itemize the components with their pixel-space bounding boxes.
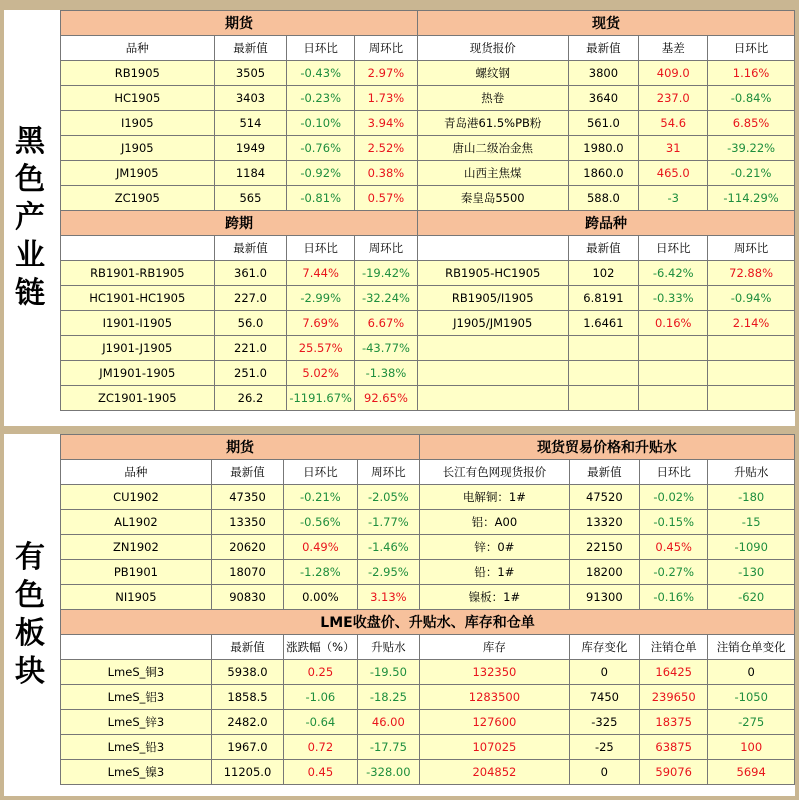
table-cell: CU1902: [61, 485, 212, 510]
table-cell: -17.75: [357, 735, 420, 760]
col-header: 最新值: [211, 635, 283, 660]
table-cell: J1905/JM1905: [417, 311, 568, 336]
black-chain-side-label: [4, 10, 56, 426]
table-cell: 0.25: [284, 660, 357, 685]
table-cell: 锌：0#: [420, 535, 570, 560]
table-cell: 31: [639, 136, 708, 161]
table-row: [61, 510, 795, 535]
table-cell: LmeS_铜3: [61, 660, 212, 685]
table-cell: -2.99%: [287, 286, 355, 311]
table-cell: PB1901: [61, 560, 212, 585]
table-cell: -0.23%: [287, 86, 355, 111]
table-cell: -0.43%: [287, 61, 355, 86]
table-row: [61, 111, 795, 136]
table-row: [61, 760, 795, 785]
table-cell: HC1901-HC1905: [61, 286, 215, 311]
col-header: 最新值: [568, 236, 639, 261]
nonferrous-side-label: [4, 434, 56, 796]
side-char: 链: [15, 276, 45, 311]
table-cell: 56.0: [214, 311, 287, 336]
table-cell: -620: [708, 585, 795, 610]
table-cell: -19.42%: [354, 261, 417, 286]
table-cell: RB1905/I1905: [417, 286, 568, 311]
section-header-row: [61, 610, 795, 635]
table-cell: 1184: [214, 161, 287, 186]
col-header: [61, 236, 215, 261]
table-cell: -0.84%: [708, 86, 795, 111]
col-header: 最新值: [569, 460, 639, 485]
col-header: 最新值: [568, 36, 639, 61]
col-header: 基差: [639, 36, 708, 61]
table-cell: -0.15%: [640, 510, 708, 535]
table-cell: 0.57%: [354, 186, 417, 211]
side-char: 色: [15, 162, 45, 197]
col-header: 周环比: [708, 236, 795, 261]
table-cell: -0.02%: [640, 485, 708, 510]
table-cell: -0.21%: [284, 485, 357, 510]
table-row: [61, 61, 795, 86]
table-cell: 2482.0: [211, 710, 283, 735]
table-cell: 47350: [211, 485, 283, 510]
table-cell: 13350: [211, 510, 283, 535]
nf-top-body: [61, 485, 795, 610]
table-cell: -1.28%: [284, 560, 357, 585]
table-cell: -25: [569, 735, 639, 760]
table-row: [61, 585, 795, 610]
table-cell: 588.0: [568, 186, 639, 211]
col-header: 日环比: [284, 460, 357, 485]
table-cell: 1.6461: [568, 311, 639, 336]
col-header: 注销仓单: [640, 635, 708, 660]
table-cell: -1191.67%: [287, 386, 355, 411]
table-cell: 0.16%: [639, 311, 708, 336]
side-char: 有: [15, 540, 45, 575]
table-cell: 132350: [420, 660, 570, 685]
table-cell: -3: [639, 186, 708, 211]
col-header: 最新值: [214, 236, 287, 261]
table-cell: -130: [708, 560, 795, 585]
table-cell: -1.38%: [354, 361, 417, 386]
table-cell: AL1902: [61, 510, 212, 535]
table-cell: 221.0: [214, 336, 287, 361]
table-cell: [568, 336, 639, 361]
table-cell: 90830: [211, 585, 283, 610]
table-cell: [708, 386, 795, 411]
table-cell: 26.2: [214, 386, 287, 411]
table-cell: [639, 386, 708, 411]
table-cell: [639, 361, 708, 386]
col-header: 周环比: [354, 36, 417, 61]
col-header: 长江有色网现货报价: [420, 460, 570, 485]
table-cell: -1.46%: [357, 535, 420, 560]
table-cell: 铝：A00: [420, 510, 570, 535]
table-cell: -0.33%: [639, 286, 708, 311]
table-cell: 1860.0: [568, 161, 639, 186]
table-cell: 0: [708, 660, 795, 685]
table-cell: 20620: [211, 535, 283, 560]
table-cell: 1967.0: [211, 735, 283, 760]
table-cell: 361.0: [214, 261, 287, 286]
col-header: [61, 635, 212, 660]
table-cell: RB1905: [61, 61, 215, 86]
table-cell: [417, 336, 568, 361]
table-cell: ZC1905: [61, 186, 215, 211]
column-header-row: [61, 236, 795, 261]
table-cell: -43.77%: [354, 336, 417, 361]
cross-title: 跨品种: [417, 211, 794, 236]
table-cell: 山西主焦煤: [417, 161, 568, 186]
table-row: [61, 136, 795, 161]
table-cell: 0.72: [284, 735, 357, 760]
side-char: 块: [15, 654, 45, 689]
table-cell: 0.38%: [354, 161, 417, 186]
table-cell: 91300: [569, 585, 639, 610]
table-row: [61, 660, 795, 685]
table-row: [61, 535, 795, 560]
table-cell: 1.73%: [354, 86, 417, 111]
table-cell: 5694: [708, 760, 795, 785]
table-cell: LmeS_锌3: [61, 710, 212, 735]
table-cell: 5.02%: [287, 361, 355, 386]
table-cell: -15: [708, 510, 795, 535]
table-cell: HC1905: [61, 86, 215, 111]
table-cell: -0.10%: [287, 111, 355, 136]
table-cell: [639, 336, 708, 361]
table-row: [61, 386, 795, 411]
table-cell: LmeS_铅3: [61, 735, 212, 760]
table-cell: ZN1902: [61, 535, 212, 560]
col-header: 现货报价: [417, 36, 568, 61]
side-char: 板: [15, 616, 45, 651]
table-cell: 3800: [568, 61, 639, 86]
table-cell: 7450: [569, 685, 639, 710]
table-cell: 3505: [214, 61, 287, 86]
table-cell: 13320: [569, 510, 639, 535]
table-row: [61, 361, 795, 386]
table-row: [61, 485, 795, 510]
table-cell: 18070: [211, 560, 283, 585]
col-header: 品种: [61, 460, 212, 485]
table-cell: -0.76%: [287, 136, 355, 161]
table-cell: I1901-I1905: [61, 311, 215, 336]
table-cell: -0.27%: [640, 560, 708, 585]
table-cell: J1901-J1905: [61, 336, 215, 361]
table-cell: 铅：1#: [420, 560, 570, 585]
table-cell: -39.22%: [708, 136, 795, 161]
table-cell: -1050: [708, 685, 795, 710]
side-char: 色: [15, 578, 45, 613]
section-header-row: [61, 11, 795, 36]
table-row: [61, 735, 795, 760]
col-header: [417, 236, 568, 261]
col-header: 周环比: [357, 460, 420, 485]
table-cell: RB1905-HC1905: [417, 261, 568, 286]
table-cell: 92.65%: [354, 386, 417, 411]
table-row: [61, 311, 795, 336]
table-cell: -2.05%: [357, 485, 420, 510]
table-cell: [708, 336, 795, 361]
futures-title: 期货: [61, 11, 418, 36]
table-cell: JM1901-1905: [61, 361, 215, 386]
table-row: [61, 286, 795, 311]
table-row: [61, 560, 795, 585]
nonferrous-panel: [4, 434, 795, 796]
table-cell: 59076: [640, 760, 708, 785]
side-char: 业: [15, 238, 45, 273]
table-cell: 5938.0: [211, 660, 283, 685]
table-cell: 251.0: [214, 361, 287, 386]
table-cell: -1.06: [284, 685, 357, 710]
table-cell: 227.0: [214, 286, 287, 311]
table-cell: 72.88%: [708, 261, 795, 286]
section-header-row: [61, 435, 795, 460]
calendar-title: 跨期: [61, 211, 418, 236]
table-cell: -275: [708, 710, 795, 735]
table-cell: 47520: [569, 485, 639, 510]
table-cell: -180: [708, 485, 795, 510]
table-cell: -0.56%: [284, 510, 357, 535]
table-cell: 0: [569, 760, 639, 785]
table-cell: 1.16%: [708, 61, 795, 86]
table-cell: 465.0: [639, 161, 708, 186]
col-header: 最新值: [211, 460, 283, 485]
table-cell: -32.24%: [354, 286, 417, 311]
table-cell: 127600: [420, 710, 570, 735]
table-cell: 青岛港61.5%PB粉: [417, 111, 568, 136]
side-char: 黑: [15, 124, 45, 159]
table-cell: 1283500: [420, 685, 570, 710]
table-cell: 18375: [640, 710, 708, 735]
table-cell: 镍板：1#: [420, 585, 570, 610]
table-cell: -1.77%: [357, 510, 420, 535]
table-cell: 409.0: [639, 61, 708, 86]
table-cell: [568, 361, 639, 386]
col-header: 最新值: [214, 36, 287, 61]
table-cell: 100: [708, 735, 795, 760]
spot-title: 现货: [417, 11, 794, 36]
table-cell: -114.29%: [708, 186, 795, 211]
lme-title: LME收盘价、升贴水、库存和仓单: [61, 610, 795, 635]
col-header: 注销仓单变化: [708, 635, 795, 660]
nf-futures-title: 期货: [61, 435, 420, 460]
table-row: [61, 261, 795, 286]
table-cell: 237.0: [639, 86, 708, 111]
column-header-row: [61, 460, 795, 485]
table-cell: 514: [214, 111, 287, 136]
table-cell: 11205.0: [211, 760, 283, 785]
table-cell: 565: [214, 186, 287, 211]
table-cell: 秦皇岛5500: [417, 186, 568, 211]
table-cell: 22150: [569, 535, 639, 560]
column-header-row: [61, 635, 795, 660]
col-header: 日环比: [639, 236, 708, 261]
table-cell: [417, 386, 568, 411]
table-cell: 3.94%: [354, 111, 417, 136]
black-chain-panel: [4, 10, 795, 426]
section-header-row: [61, 211, 795, 236]
table-cell: 6.67%: [354, 311, 417, 336]
col-header: 升贴水: [708, 460, 795, 485]
table-cell: 239650: [640, 685, 708, 710]
col-header: 库存变化: [569, 635, 639, 660]
table-cell: 1949: [214, 136, 287, 161]
table-row: [61, 336, 795, 361]
table-cell: RB1901-RB1905: [61, 261, 215, 286]
table-cell: ZC1901-1905: [61, 386, 215, 411]
table-row: [61, 186, 795, 211]
column-header-row: [61, 36, 795, 61]
table-cell: 热卷: [417, 86, 568, 111]
table-cell: I1905: [61, 111, 215, 136]
col-header: 库存: [420, 635, 570, 660]
table-cell: 0.45%: [640, 535, 708, 560]
table-cell: NI1905: [61, 585, 212, 610]
table-cell: J1905: [61, 136, 215, 161]
table-cell: 1858.5: [211, 685, 283, 710]
table-cell: -0.64: [284, 710, 357, 735]
table-cell: 25.57%: [287, 336, 355, 361]
table-cell: 6.8191: [568, 286, 639, 311]
table-cell: 204852: [420, 760, 570, 785]
table-cell: 46.00: [357, 710, 420, 735]
table-cell: 2.97%: [354, 61, 417, 86]
table-cell: 电解铜：1#: [420, 485, 570, 510]
table-cell: -6.42%: [639, 261, 708, 286]
table-cell: -325: [569, 710, 639, 735]
table-cell: 18200: [569, 560, 639, 585]
table-cell: [708, 361, 795, 386]
table-row: [61, 685, 795, 710]
col-header: 品种: [61, 36, 215, 61]
table-cell: 螺纹钢: [417, 61, 568, 86]
table-row: [61, 161, 795, 186]
table-cell: 6.85%: [708, 111, 795, 136]
table-cell: -0.16%: [640, 585, 708, 610]
table-cell: -0.94%: [708, 286, 795, 311]
table-cell: [417, 361, 568, 386]
col-header: 周环比: [354, 236, 417, 261]
nf-spot-title: 现货贸易价格和升贴水: [420, 435, 795, 460]
col-header: 日环比: [708, 36, 795, 61]
table-cell: 7.44%: [287, 261, 355, 286]
col-header: 日环比: [287, 36, 355, 61]
table-cell: 2.52%: [354, 136, 417, 161]
table-cell: 0: [569, 660, 639, 685]
table-cell: LmeS_铝3: [61, 685, 212, 710]
table-cell: 唐山二级冶金焦: [417, 136, 568, 161]
col-header: 涨跌幅（%）: [284, 635, 357, 660]
table-cell: 3403: [214, 86, 287, 111]
black-top-body: [61, 61, 795, 211]
table-cell: 0.49%: [284, 535, 357, 560]
table-cell: 107025: [420, 735, 570, 760]
table-cell: 102: [568, 261, 639, 286]
table-cell: -0.21%: [708, 161, 795, 186]
table-cell: 3.13%: [357, 585, 420, 610]
nonferrous-table: [60, 434, 795, 785]
table-cell: 1980.0: [568, 136, 639, 161]
table-cell: -0.81%: [287, 186, 355, 211]
table-cell: LmeS_镍3: [61, 760, 212, 785]
col-header: 日环比: [640, 460, 708, 485]
table-row: [61, 710, 795, 735]
table-cell: -328.00: [357, 760, 420, 785]
table-cell: [568, 386, 639, 411]
table-cell: -18.25: [357, 685, 420, 710]
col-header: 升贴水: [357, 635, 420, 660]
table-cell: 561.0: [568, 111, 639, 136]
table-cell: 0.00%: [284, 585, 357, 610]
table-cell: 54.6: [639, 111, 708, 136]
table-cell: 16425: [640, 660, 708, 685]
black-bottom-body: [61, 261, 795, 411]
table-cell: 2.14%: [708, 311, 795, 336]
table-cell: -2.95%: [357, 560, 420, 585]
black-chain-table: [60, 10, 795, 411]
side-char: 产: [15, 200, 45, 235]
col-header: 日环比: [287, 236, 355, 261]
table-cell: -1090: [708, 535, 795, 560]
table-cell: 7.69%: [287, 311, 355, 336]
table-row: [61, 86, 795, 111]
table-cell: 0.45: [284, 760, 357, 785]
table-cell: -19.50: [357, 660, 420, 685]
table-cell: JM1905: [61, 161, 215, 186]
table-cell: 63875: [640, 735, 708, 760]
nf-bottom-body: [61, 660, 795, 785]
table-cell: -0.92%: [287, 161, 355, 186]
table-cell: 3640: [568, 86, 639, 111]
